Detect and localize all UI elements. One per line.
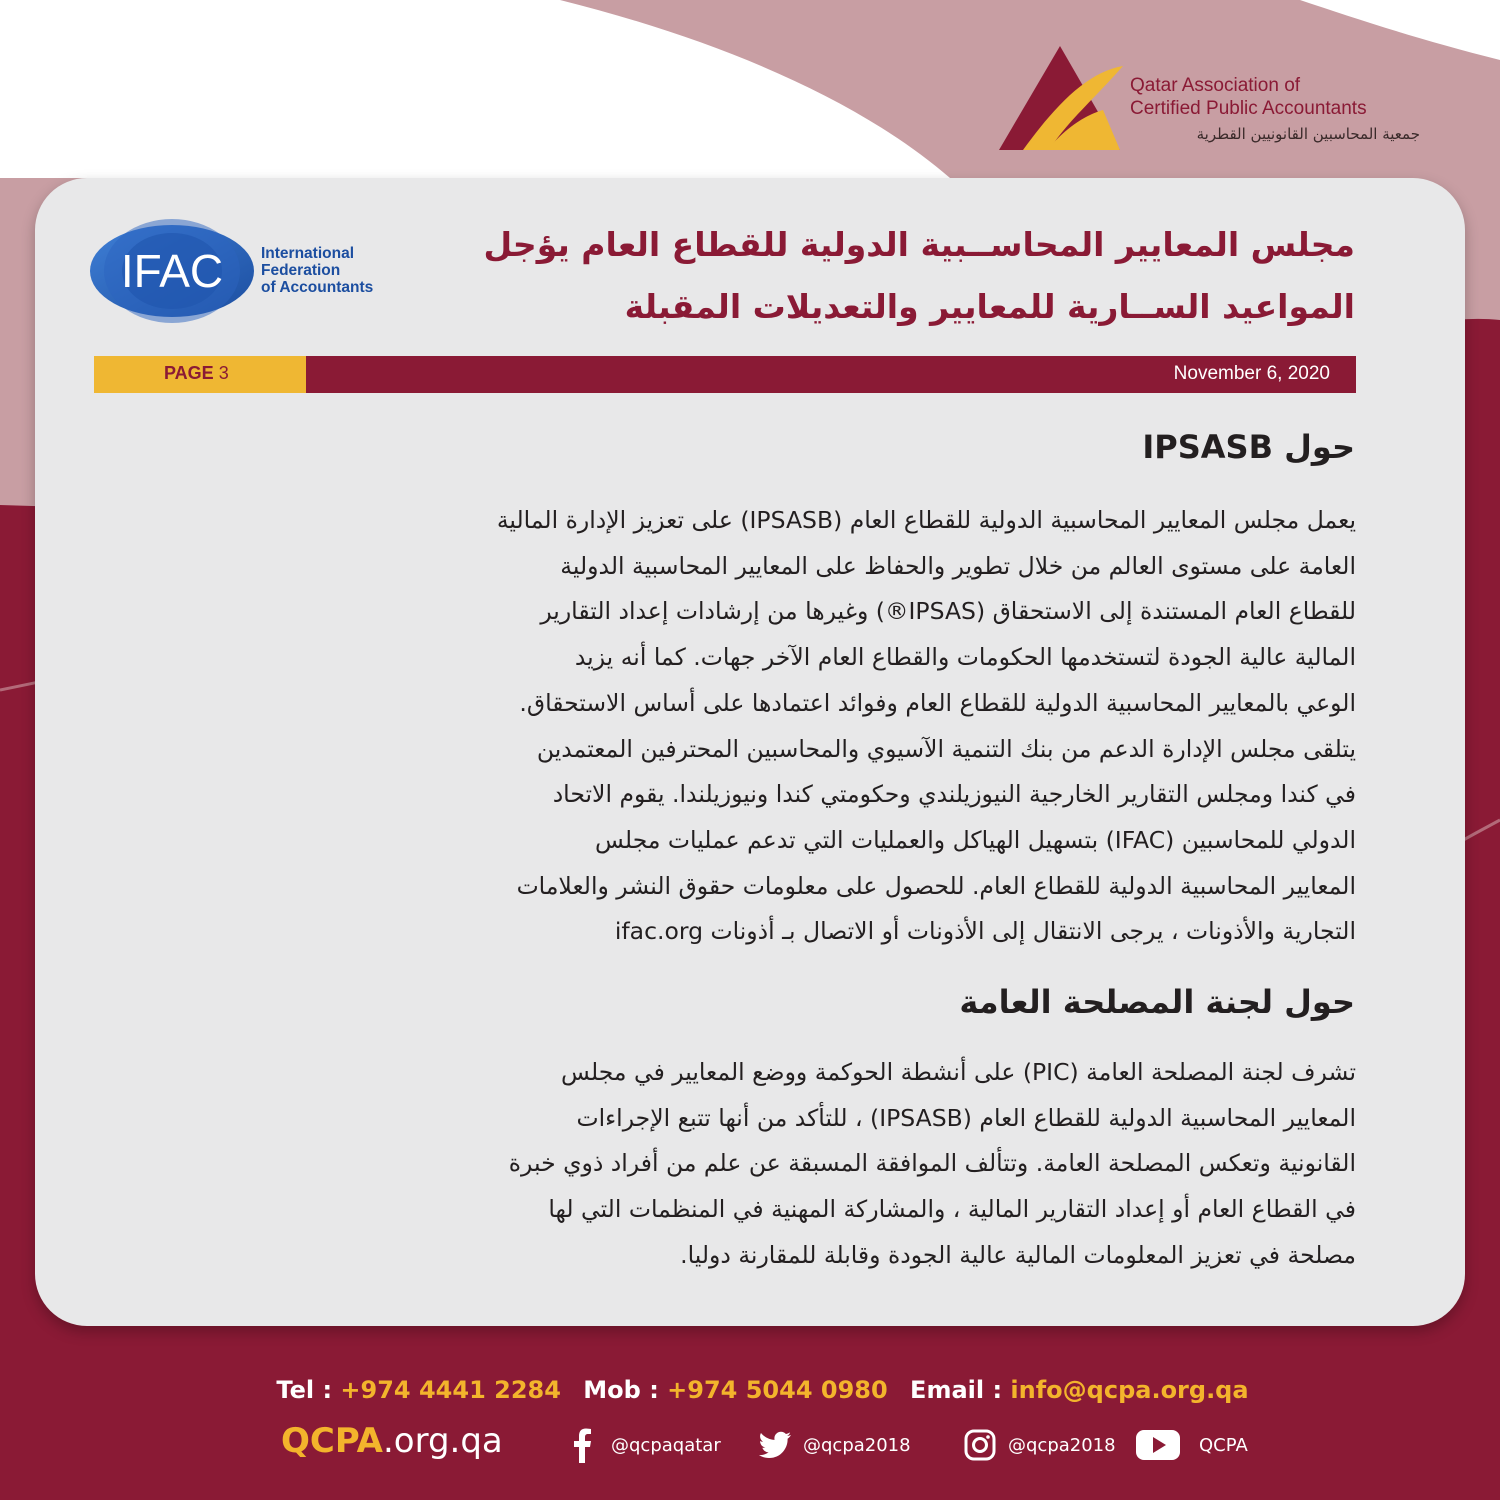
section1-paragraph — [94, 498, 1356, 955]
ifac-name-line1: International — [261, 245, 355, 262]
section1-line: الوعي بالمعايير المحاسبية الدولية للقطاع العام وفوائد اعتمادها على أساس الاستحقاق. — [519, 688, 1356, 717]
section2-title: حول لجنة المصلحة العامة — [959, 983, 1355, 1021]
website-rest: .org.qa — [382, 1421, 503, 1461]
section2-paragraph — [94, 1050, 1356, 1279]
mob-value[interactable]: +974 5044 0980 — [667, 1376, 888, 1404]
headline — [395, 214, 1355, 338]
section2-line: المعايير المحاسبية الدولية للقطاع العام (IPSASB) ، للتأكد من أنها تتبع الإجراءات — [576, 1103, 1356, 1132]
twitter-handle: @qcpa2018 — [803, 1434, 911, 1456]
section1-line: المالية عالية الجودة لتستخدمها الحكومات والقطاع العام الآخر جهات. كما أنه يزيد — [574, 643, 1356, 672]
qcpa-name-en-line1: Qatar Association of — [1130, 75, 1301, 96]
youtube-handle: QCPA — [1199, 1434, 1248, 1456]
section1-line: الدولي للمحاسبين (IFAC) بتسهيل الهياكل والعمليات التي تدعم عمليات مجلس — [594, 825, 1356, 854]
instagram-icon — [962, 1427, 998, 1463]
instagram-handle: @qcpa2018 — [1008, 1434, 1116, 1456]
section1-line: يعمل مجلس المعايير المحاسبية الدولية للقطاع العام (IPSASB) على تعزيز الإدارة المالية — [496, 506, 1356, 534]
facebook-handle: @qcpaqatar — [611, 1434, 721, 1456]
qcpa-name-en-line2: Certified Public Accountants — [1130, 98, 1367, 119]
mob-label: Mob : — [583, 1376, 659, 1404]
page-label — [164, 363, 229, 384]
section1-line: يتلقى مجلس الإدارة الدعم من بنك التنمية الآسيوي والمحاسبين المحترفين المعتمدين — [536, 734, 1356, 763]
website-bold: QCPA — [281, 1421, 383, 1461]
content-card — [35, 178, 1465, 1326]
ifac-name-line3: of Accountants — [261, 279, 374, 296]
page-word: PAGE — [164, 363, 214, 383]
section1-line: في كندا ومجلس التقارير الخارجية النيوزيلندي وحكومتي كندا ونيوزيلندا. يقوم الاتحاد — [552, 780, 1356, 809]
section2-line: تشرف لجنة المصلحة العامة (PIC) على أنشطة الحوكمة ووضع المعايير في مجلس — [561, 1058, 1356, 1086]
section1-line: العامة على مستوى العالم من خلال تطوير والحفاظ على المعايير المحاسبية الدولية — [560, 551, 1356, 580]
tel-value[interactable]: +974 4441 2284 — [340, 1376, 561, 1404]
headline-line1: مجلس المعايير المحاســبية الدولية للقطاع العام يؤجل — [483, 225, 1355, 264]
twitter-icon — [757, 1427, 793, 1463]
website-link[interactable] — [281, 1421, 503, 1461]
contact-line — [0, 1376, 1500, 1404]
page-number: 3 — [218, 363, 229, 383]
ifac-name — [261, 245, 373, 296]
ifac-logo-text: IFAC — [120, 245, 224, 297]
social-twitter[interactable] — [757, 1424, 911, 1466]
youtube-icon — [1135, 1427, 1181, 1463]
publish-date: November 6, 2020 — [1173, 363, 1330, 384]
page-tab — [94, 356, 306, 393]
tel-label: Tel : — [276, 1376, 333, 1404]
facebook-icon — [565, 1427, 601, 1463]
ifac-logo — [87, 216, 257, 326]
qcpa-name — [1130, 74, 1450, 144]
section1-line: للقطاع العام المستندة إلى الاستحقاق (IPSAS®) وغيرها من إرشادات إعداد التقارير — [540, 597, 1356, 626]
section2-line: القانونية وتعكس المصلحة العامة. وتتألف الموافقة المسبقة عن علم من أفراد ذوي خبرة — [508, 1149, 1356, 1178]
headline-line2: المواعيد الســارية للمعايير والتعديلات المقبلة — [624, 287, 1355, 326]
section1-title: حول IPSASB — [1142, 428, 1355, 466]
social-youtube[interactable] — [1135, 1424, 1248, 1466]
section1-line: المعايير المحاسبية الدولية للقطاع العام. للحصول على معلومات حقوق النشر والعلامات — [516, 871, 1356, 900]
email-label: Email : — [910, 1376, 1003, 1404]
email-link[interactable]: info@qcpa.org.qa — [1010, 1376, 1249, 1404]
section1-line: التجارية والأذونات ، يرجى الانتقال إلى الأذونات أو الاتصال بـ أذونات ifac.org — [614, 917, 1356, 946]
social-facebook[interactable] — [565, 1424, 721, 1466]
social-instagram[interactable] — [962, 1424, 1116, 1466]
section2-line: في القطاع العام أو إعداد التقارير المالية ، والمشاركة المهنية في المنظمات التي لها — [548, 1195, 1356, 1224]
page-bar — [94, 356, 1356, 393]
qcpa-logo — [995, 42, 1135, 154]
ifac-name-line2: Federation — [261, 262, 341, 279]
section2-line: مصلحة في تعزيز المعلومات المالية عالية الجودة وقابلة للمقارنة دوليا. — [680, 1240, 1356, 1269]
qcpa-name-ar: جمعية المحاسبين القانونيين القطرية — [1196, 125, 1420, 143]
